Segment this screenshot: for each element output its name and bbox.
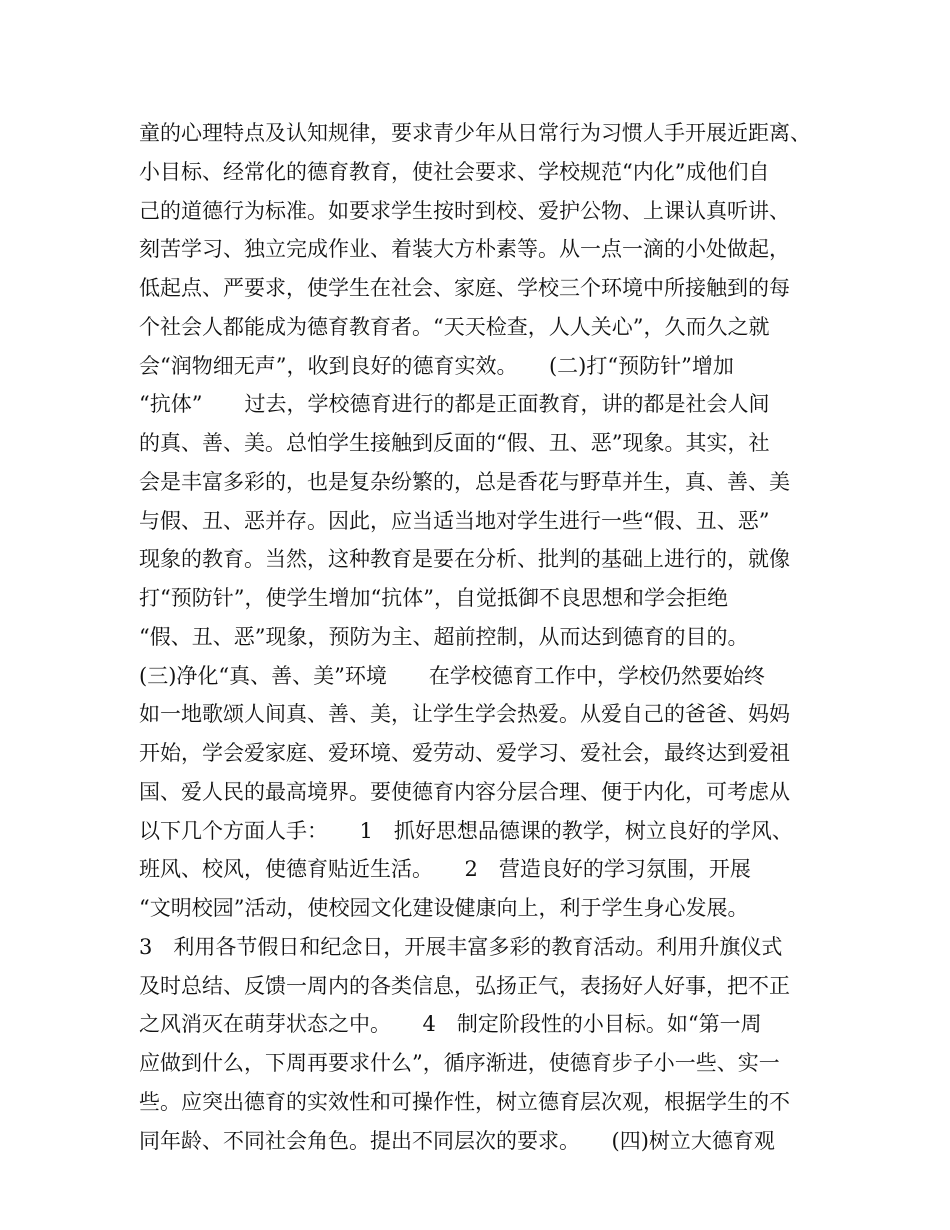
text-line: 刻苦学习、独立完成作业、着装大方朴素等。从一点一滴的小处做起， (139, 237, 790, 262)
text-line: 小目标、经常化的德育教育，使社会要求、学校规范“内化”成他们自 (139, 159, 770, 184)
text-line: “抗体” 过去，学校德育进行的都是正面教育，讲的都是社会人间 (139, 392, 770, 417)
text-line: 开始，学会爱家庭、爱环境、爱劳动、爱学习、爱社会，最终达到爱祖 (139, 741, 790, 765)
text-line: 应做到什么，下周再要求什么”，循序渐进，使德育步子小一些、实一 (139, 1051, 780, 1075)
text-line: 个社会人都能成为德育教育者。“天天检查，人人关心”，久而久之就 (139, 314, 770, 339)
text-line: 以下几个方面人手： 1 抓好思想品德课的教学，树立良好的学风、 (139, 818, 793, 843)
text-line: 3 利用各节假日和纪念日，开展丰富多彩的教育活动。利用升旗仪式 (139, 934, 783, 959)
text-line: 童的心理特点及认知规律，要求青少年从日常行为习惯人手开展近距离、 (139, 121, 811, 145)
text-line: “假、丑、恶”现象，预防为主、超前控制，从而达到德育的目的。 (139, 624, 749, 649)
text-line: 打“预防针”，使学生增加“抗体”，自觉抵御不良思想和学会拒绝 (139, 586, 728, 610)
body-text (139, 114, 829, 1160)
text-line: 与假、丑、恶并存。因此，应当适当地对学生进行一些“假、丑、恶” (139, 508, 770, 533)
text-line: (三)净化“真、善、美”环境 在学校德育工作中，学校仍然要始终 (139, 663, 765, 688)
text-line: 的真、善、美。总怕学生接触到反面的“假、丑、恶”现象。其实，社 (139, 431, 770, 455)
text-line: 国、爱人民的最高境界。要使德育内容分层合理、便于内化，可考虑从 (139, 779, 790, 804)
text-line: 及时总结、反馈一周内的各类信息，弘扬正气，表扬好人好事，把不正 (139, 973, 790, 998)
text-line: 会“润物细无声”，收到良好的德育实效。 (二)打“预防针”增加 (139, 353, 734, 378)
text-line: 班风、校风，使德育贴近生活。 2 营造良好的学习氛围，开展 (139, 857, 751, 882)
text-line: 些。应突出德育的实效性和可操作性，树立德育层次观，根据学生的不 (139, 1089, 790, 1114)
text-line: 之风消灭在萌芽状态之中。 4 制定阶段性的小目标。如“第一周 (139, 1012, 762, 1037)
text-line: 现象的教育。当然，这种教育是要在分析、批判的基础上进行的，就像 (139, 547, 790, 572)
text-line: 同年龄、不同社会角色。提出不同层次的要求。 (四)树立大德育观 (139, 1128, 775, 1153)
text-line: 如一地歌颂人间真、善、美，让学生学会热爱。从爱自己的爸爸、妈妈 (139, 702, 790, 727)
text-line: 己的道德行为标准。如要求学生按时到校、爱护公物、上课认真听讲、 (139, 198, 790, 223)
text-line: 会是丰富多彩的，也是复杂纷繁的，总是香花与野草并生，真、善、美 (139, 469, 790, 494)
text-line: “文明校园”活动，使校园文化建设健康向上，利于学生身心发展。 (139, 896, 749, 920)
text-line: 低起点、严要求，使学生在社会、家庭、学校三个环境中所接触到的每 (139, 276, 790, 300)
